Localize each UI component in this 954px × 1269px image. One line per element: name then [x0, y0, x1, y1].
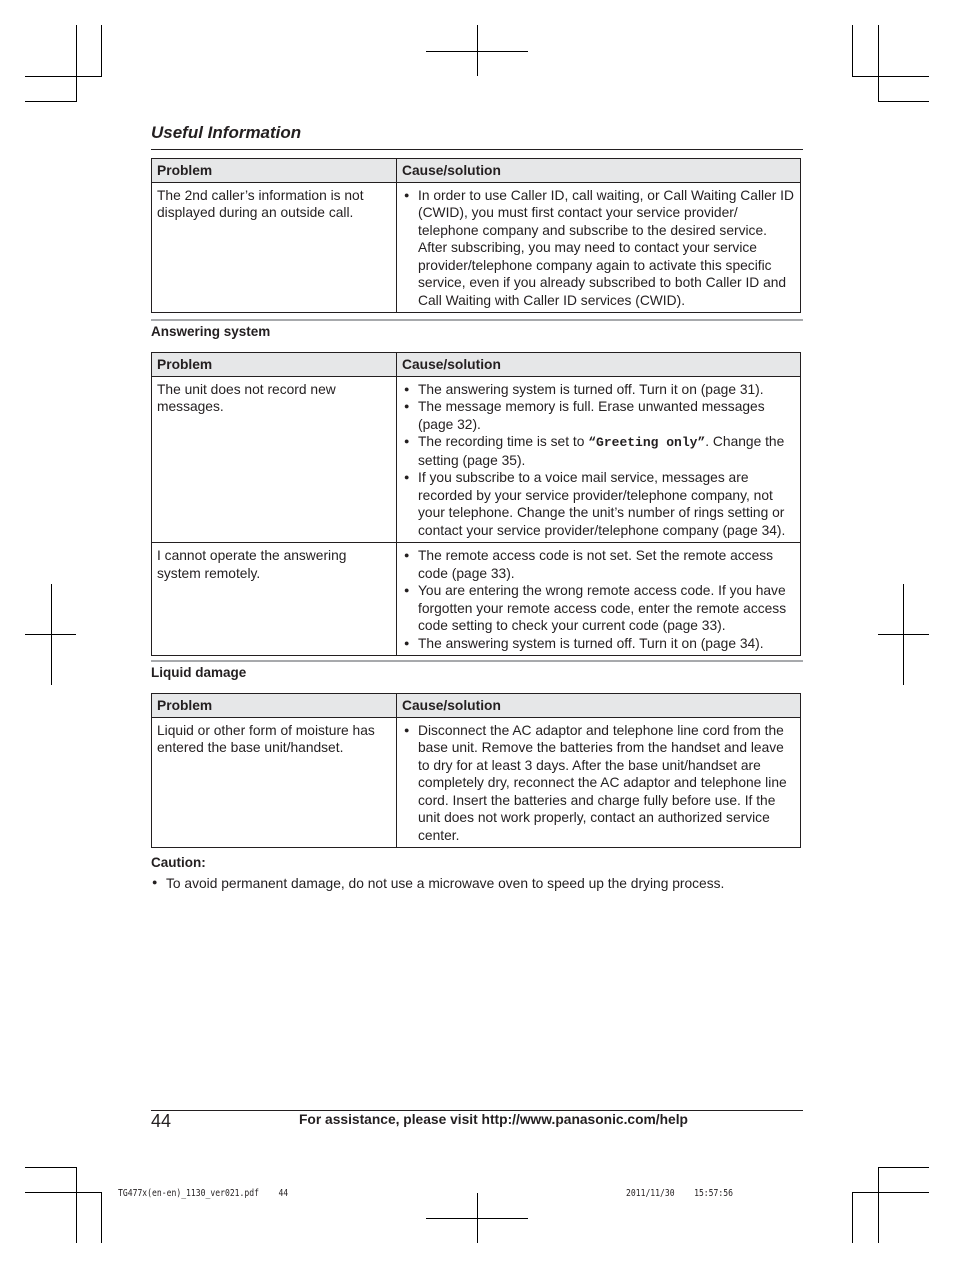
- column-header-cause-solution: Cause/solution: [397, 159, 801, 183]
- crop-mark: [852, 1192, 853, 1243]
- solution-item: ● The answering system is turned off. Turn it on (page 31).: [402, 381, 795, 399]
- table-header-row: [152, 353, 801, 377]
- crop-mark: [852, 76, 929, 77]
- table-row: [152, 376, 801, 543]
- solution-cell: [397, 182, 801, 313]
- troubleshooting-table-liquid-damage: [151, 693, 801, 848]
- troubleshooting-table-answering-system: [151, 352, 801, 656]
- subheading-answering-system: Answering system: [151, 324, 271, 339]
- solution-text: The recording time is set to: [418, 434, 589, 449]
- crop-mark: [76, 1167, 77, 1243]
- caution-label: Caution:: [151, 855, 206, 870]
- table-header-row: [152, 694, 801, 718]
- solution-cell: [397, 717, 801, 848]
- problem-cell: I cannot operate the answering system remotely.: [152, 543, 397, 656]
- table-row: [152, 182, 801, 313]
- column-header-problem: Problem: [152, 159, 397, 183]
- print-time: 15:57:56: [694, 1188, 733, 1199]
- filename: TG477x(en-en)_1130_ver021.pdf: [118, 1188, 259, 1199]
- section-title: Useful Information: [151, 123, 302, 142]
- column-header-cause-solution: Cause/solution: [397, 694, 801, 718]
- section-divider: [151, 660, 803, 662]
- subheading-liquid-damage: Liquid damage: [151, 665, 247, 680]
- caution-item: ● To avoid permanent damage, do not use a microwave oven to speed up the drying process.: [151, 876, 724, 891]
- table-row: [152, 717, 801, 848]
- crop-mark: [25, 1192, 102, 1193]
- solution-item: ● The answering system is turned off. Turn it on (page 34).: [402, 635, 795, 653]
- print-date: 2011/11/30: [626, 1188, 675, 1199]
- solution-list: [402, 187, 795, 310]
- crop-mark: [878, 25, 879, 102]
- solution-item: ● In order to use Caller ID, call waiting, or Call Waiting Caller ID (CWID), you must first contact your service provider/ telephone company and subscribe to the desired service. After subscribing, you may need to contact your service provider/telephone company again to activate this specific service, even if you already subscribed to both Caller ID and Call Waiting with Caller ID services (CWID).: [402, 187, 795, 310]
- solution-list: [402, 547, 795, 652]
- solution-item: ● If you subscribe to a voice mail service, messages are recorded by your service provider/telephone company, not your telephone. Change the unit’s number of rings setting or contact your service provider/telephone company (page 34).: [402, 469, 795, 539]
- solution-item: ● The message memory is full. Erase unwanted messages (page 32).: [402, 398, 795, 433]
- crop-mark: [101, 25, 102, 76]
- registration-mark: [426, 1218, 528, 1219]
- solution-list: [402, 722, 795, 845]
- registration-mark: [25, 634, 76, 635]
- title-divider: [151, 149, 803, 150]
- solution-item: ● The remote access code is not set. Set the remote access code (page 33).: [402, 547, 795, 582]
- column-header-problem: Problem: [152, 694, 397, 718]
- column-header-cause-solution: Cause/solution: [397, 353, 801, 377]
- problem-cell: The 2nd caller’s information is not displayed during an outside call.: [152, 182, 397, 313]
- troubleshooting-table-caller-id: [151, 158, 801, 313]
- section-divider: [151, 319, 803, 321]
- registration-mark: [426, 51, 528, 52]
- table-row: [152, 543, 801, 656]
- solution-cell: [397, 543, 801, 656]
- registration-mark: [878, 634, 929, 635]
- solution-item: ● You are entering the wrong remote access code. If you have forgotten your remote access code, enter the remote access code setting to check your current code (page 33).: [402, 582, 795, 635]
- crop-mark: [25, 76, 102, 77]
- column-header-problem: Problem: [152, 353, 397, 377]
- print-filename: [118, 1188, 288, 1199]
- crop-mark: [878, 1167, 929, 1168]
- solution-text: . Change the setting (page 35).: [418, 434, 785, 468]
- crop-mark: [25, 1167, 76, 1168]
- print-timestamp: [626, 1188, 733, 1199]
- solution-item: ● Disconnect the AC adaptor and telephone line cord from the base unit. Remove the batteries from the handset and leave to dry for at least 3 days. After the base unit/handset are completely dry, reconnect the AC adaptor and telephone line cord. Insert the batteries and charge fully before use. If the unit does not work properly, contact an authorized service center.: [402, 722, 795, 845]
- solution-cell: [397, 376, 801, 543]
- assistance-link-text: For assistance, please visit http://www.panasonic.com/help: [299, 1112, 688, 1127]
- footer-divider: [151, 1110, 803, 1111]
- table-header-row: [152, 159, 801, 183]
- crop-mark: [25, 101, 76, 102]
- crop-mark: [101, 1192, 102, 1243]
- print-page: 44: [278, 1188, 289, 1199]
- crop-mark: [76, 25, 77, 102]
- crop-mark: [878, 101, 929, 102]
- solution-item: [402, 433, 795, 469]
- setting-name: “Greeting only”: [588, 435, 706, 450]
- crop-mark: [852, 1192, 929, 1193]
- crop-mark: [852, 25, 853, 76]
- crop-mark: [878, 1167, 879, 1243]
- page-number: 44: [151, 1111, 172, 1131]
- solution-list: [402, 381, 795, 540]
- problem-cell: Liquid or other form of moisture has entered the base unit/handset.: [152, 717, 397, 848]
- problem-cell: The unit does not record new messages.: [152, 376, 397, 543]
